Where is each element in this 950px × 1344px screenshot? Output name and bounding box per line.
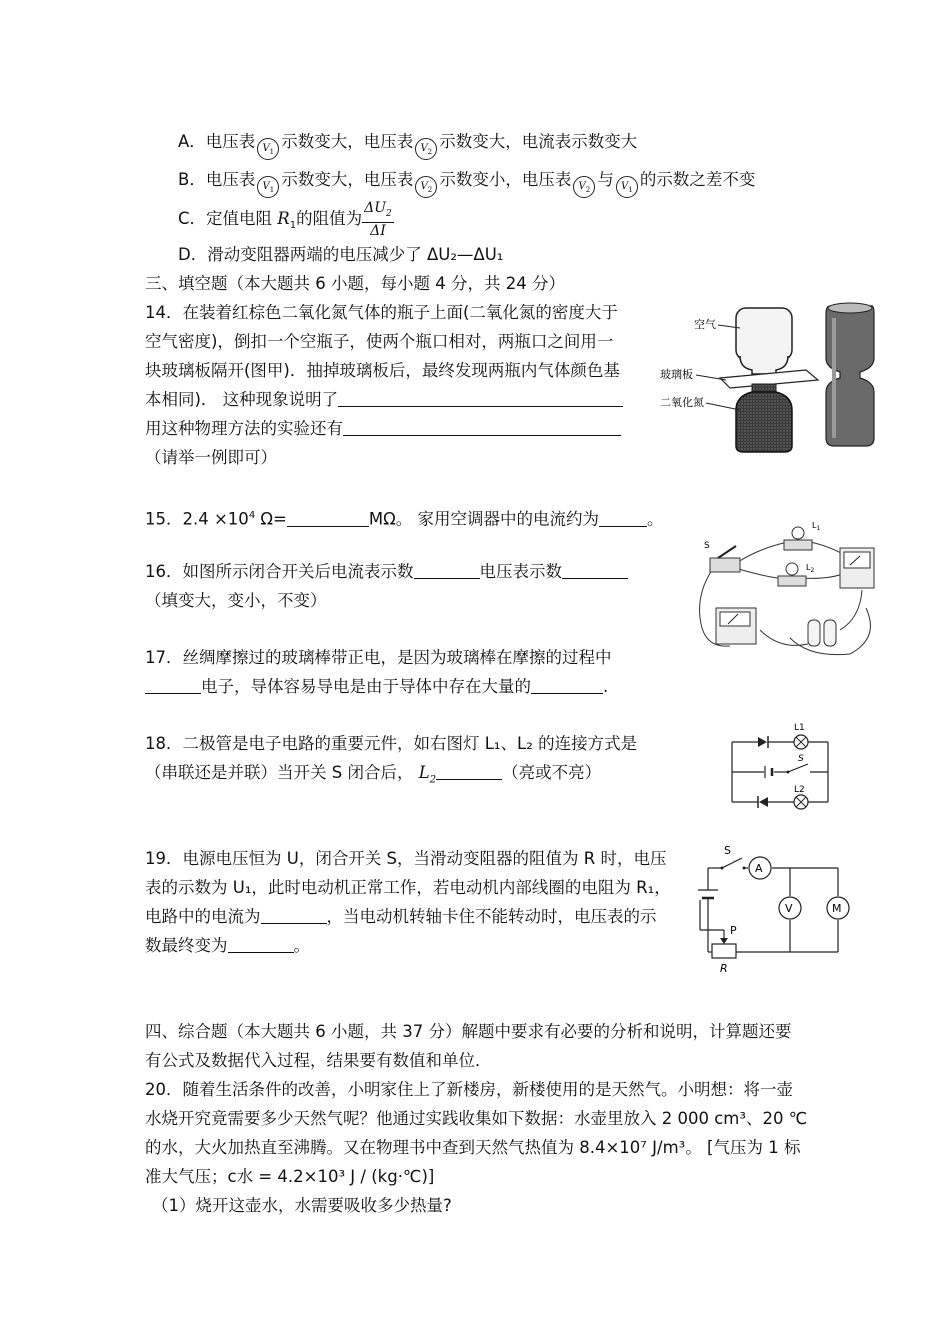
voltmeter-v2-icon: $V_2$ (415, 176, 437, 198)
voltmeter-icon (779, 897, 801, 919)
voltmeter-v1-icon: $V_1$ (616, 176, 638, 198)
diode-bottom-icon (758, 796, 768, 808)
rheostat-icon (712, 938, 736, 958)
q20-line-3: 的水，大火加热直至沸腾。又在物理书中查到天然气热值为 8.4×10⁷ J/m³。 [气压为 1 标 (145, 1138, 801, 1157)
circuit-photo-figure (690, 518, 890, 668)
q14-line-6: （请举一例即可） (145, 448, 277, 467)
gas-diffusion-figure (660, 298, 880, 458)
q14-line-3: 块玻璃板隔开(图甲)．抽掉玻璃板后，最终发现两瓶内气体颜色基 (145, 361, 620, 380)
label-no2: 二氧化氮 (660, 396, 704, 409)
voltmeter-icon (716, 608, 756, 644)
no2-bottle-icon (736, 384, 792, 452)
q17-blank-2[interactable] (531, 677, 603, 694)
voltmeter-v2-icon: $V_2$ (573, 176, 595, 198)
q19-line-3: 电路中的电流为 ，当电动机转轴卡住不能转动时，电压表的示 (145, 907, 657, 926)
bulb-l2-icon (778, 563, 806, 586)
diode-circuit-figure (722, 718, 842, 810)
label-air: 空气 (694, 318, 716, 331)
label-l1: $L_1$ (812, 521, 821, 532)
q20-line-4: 准大气压；c水 = 4.2×10³ J / (kg·℃)] (145, 1167, 435, 1186)
q16-line-2: （填变大，变小，不变） (145, 591, 327, 610)
q14-blank-1[interactable] (338, 390, 623, 407)
voltmeter-v1-icon: $V_1$ (257, 176, 279, 198)
q15-blank-2[interactable] (599, 510, 647, 527)
motor-circuit-figure (690, 838, 860, 978)
q16-blank-1[interactable] (414, 562, 480, 579)
label-s: S (798, 754, 804, 764)
option-b: B．电压表 $V_1$示数变大，电压表 $V_2$示数变小，电压表 $V_2$与 $V_1$的示数之差不变 (178, 169, 755, 198)
q19-blank-2[interactable] (228, 936, 294, 953)
label-r: R (720, 962, 728, 975)
q20-subquestion-1: （1）烧开这壶水，水需要吸收多少热量? (152, 1196, 452, 1215)
q19-line-4: 数最终变为 。 (145, 936, 310, 955)
diode-top-icon (758, 736, 768, 748)
battery-icon (808, 620, 836, 646)
empty-bottle-icon (736, 308, 792, 374)
q19-line-2: 表的示数为 U₁，此时电动机正常工作，若电动机内部线圈的电阻为 R₁， (145, 878, 671, 897)
q14-blank-2[interactable] (343, 419, 621, 436)
option-d: D．滑动变阻器两端的电压减少了 ΔU₂—ΔU₁ (178, 245, 504, 264)
battery-icon (698, 890, 718, 908)
label-switch: S (704, 541, 710, 551)
label-glass-plate: 玻璃板 (660, 368, 693, 381)
q16-line-1: 16．如图所示闭合开关后电流表示数 电压表示数 (145, 561, 628, 583)
q15-blank-1[interactable] (287, 510, 369, 527)
label-p: P (730, 924, 737, 937)
section-3-heading: 三、填空题（本大题共 6 小题，每小题 4 分，共 24 分） (145, 274, 565, 293)
ammeter-icon (840, 548, 874, 588)
svg-text:M: M (832, 902, 842, 915)
voltmeter-v1-icon: $V_1$ (257, 138, 279, 160)
motor-icon (827, 897, 849, 919)
q17-line-1: 17．丝绸摩擦过的玻璃棒带正电，是因为玻璃棒在摩擦的过程中 (145, 648, 612, 667)
ammeter-icon (749, 857, 771, 879)
label-l2: L2 (794, 785, 805, 795)
switch-s-icon (787, 771, 790, 774)
voltmeter-v2-icon: $V_2$ (415, 138, 437, 160)
q14-line-1: 14．在装着红棕色二氧化氮气体的瓶子上面(二氧化氮的密度大于 (145, 303, 618, 322)
label-l2: $L_2$ (806, 563, 815, 574)
lamp-l1-icon (794, 735, 808, 749)
q14-line-5: 用这种物理方法的实验还有 (145, 418, 621, 440)
lamp-l2-icon (794, 795, 808, 809)
q20-line-2: 水烧开究竟需要多少天然气呢？他通过实践收集如下数据：水壶里放入 2 000 cm³、20 ℃ (145, 1109, 808, 1128)
q17-line-2: 电子，导体容易导电是由于导体中存在大量的 . (145, 676, 608, 698)
label-switch: S (724, 844, 731, 857)
q18-line-2: （串联还是并联）当开关 S 闭合后， $L_2$ （亮或不亮） (145, 763, 602, 786)
q18-line-1: 18．二极管是电子电路的重要元件，如右图灯 L₁、L₂ 的连接方式是 (145, 734, 638, 753)
option-c: C．定值电阻 $R_1$的阻值为 $\frac{\Delta U_2}{\Delta I}$ (178, 200, 392, 239)
switch-icon (710, 546, 740, 572)
bulb-l1-icon (784, 527, 812, 550)
option-a: A．电压表 $V_1$示数变大，电压表 $V_2$示数变大，电流表示数变大 (178, 131, 637, 160)
q19-line-1: 19．电源电压恒为 U，闭合开关 S，当滑动变阻器的阻值为 R 时，电压 (145, 849, 667, 868)
svg-text:A: A (755, 862, 763, 875)
q20-line-1: 20．随着生活条件的改善，小明家住上了新楼房，新楼使用的是天然气。小明想：将一壶 (145, 1080, 793, 1099)
q14-line-4: 本相同)． 这种现象说明了 (145, 389, 623, 411)
q17-blank-1[interactable] (145, 677, 201, 694)
fraction-delta-u2-over-delta-i: $\frac{\Delta U_2}{\Delta I}$ (364, 200, 392, 239)
label-l1: L1 (794, 723, 805, 733)
q16-blank-2[interactable] (562, 562, 628, 579)
mixed-bottles-icon (826, 303, 874, 446)
section-4-note: 有公式及数据代入过程，结果要有数值和单位． (145, 1051, 492, 1070)
q15-line: 15．$2.4 \times 10^4$ Ω= MΩ。 家用空调器中的电流约为 。 (145, 509, 664, 529)
q18-blank[interactable] (436, 763, 502, 780)
battery-icon (765, 766, 772, 778)
svg-text:V: V (785, 902, 793, 915)
q19-blank-1[interactable] (261, 907, 327, 924)
section-4-heading: 四、综合题（本大题共 6 小题，共 37 分）解题中要求有必要的分析和说明，计算题还要 (145, 1022, 792, 1041)
q14-line-2: 空气密度)，倒扣一个空瓶子，使两个瓶口相对，两瓶口之间用一 (145, 332, 614, 351)
